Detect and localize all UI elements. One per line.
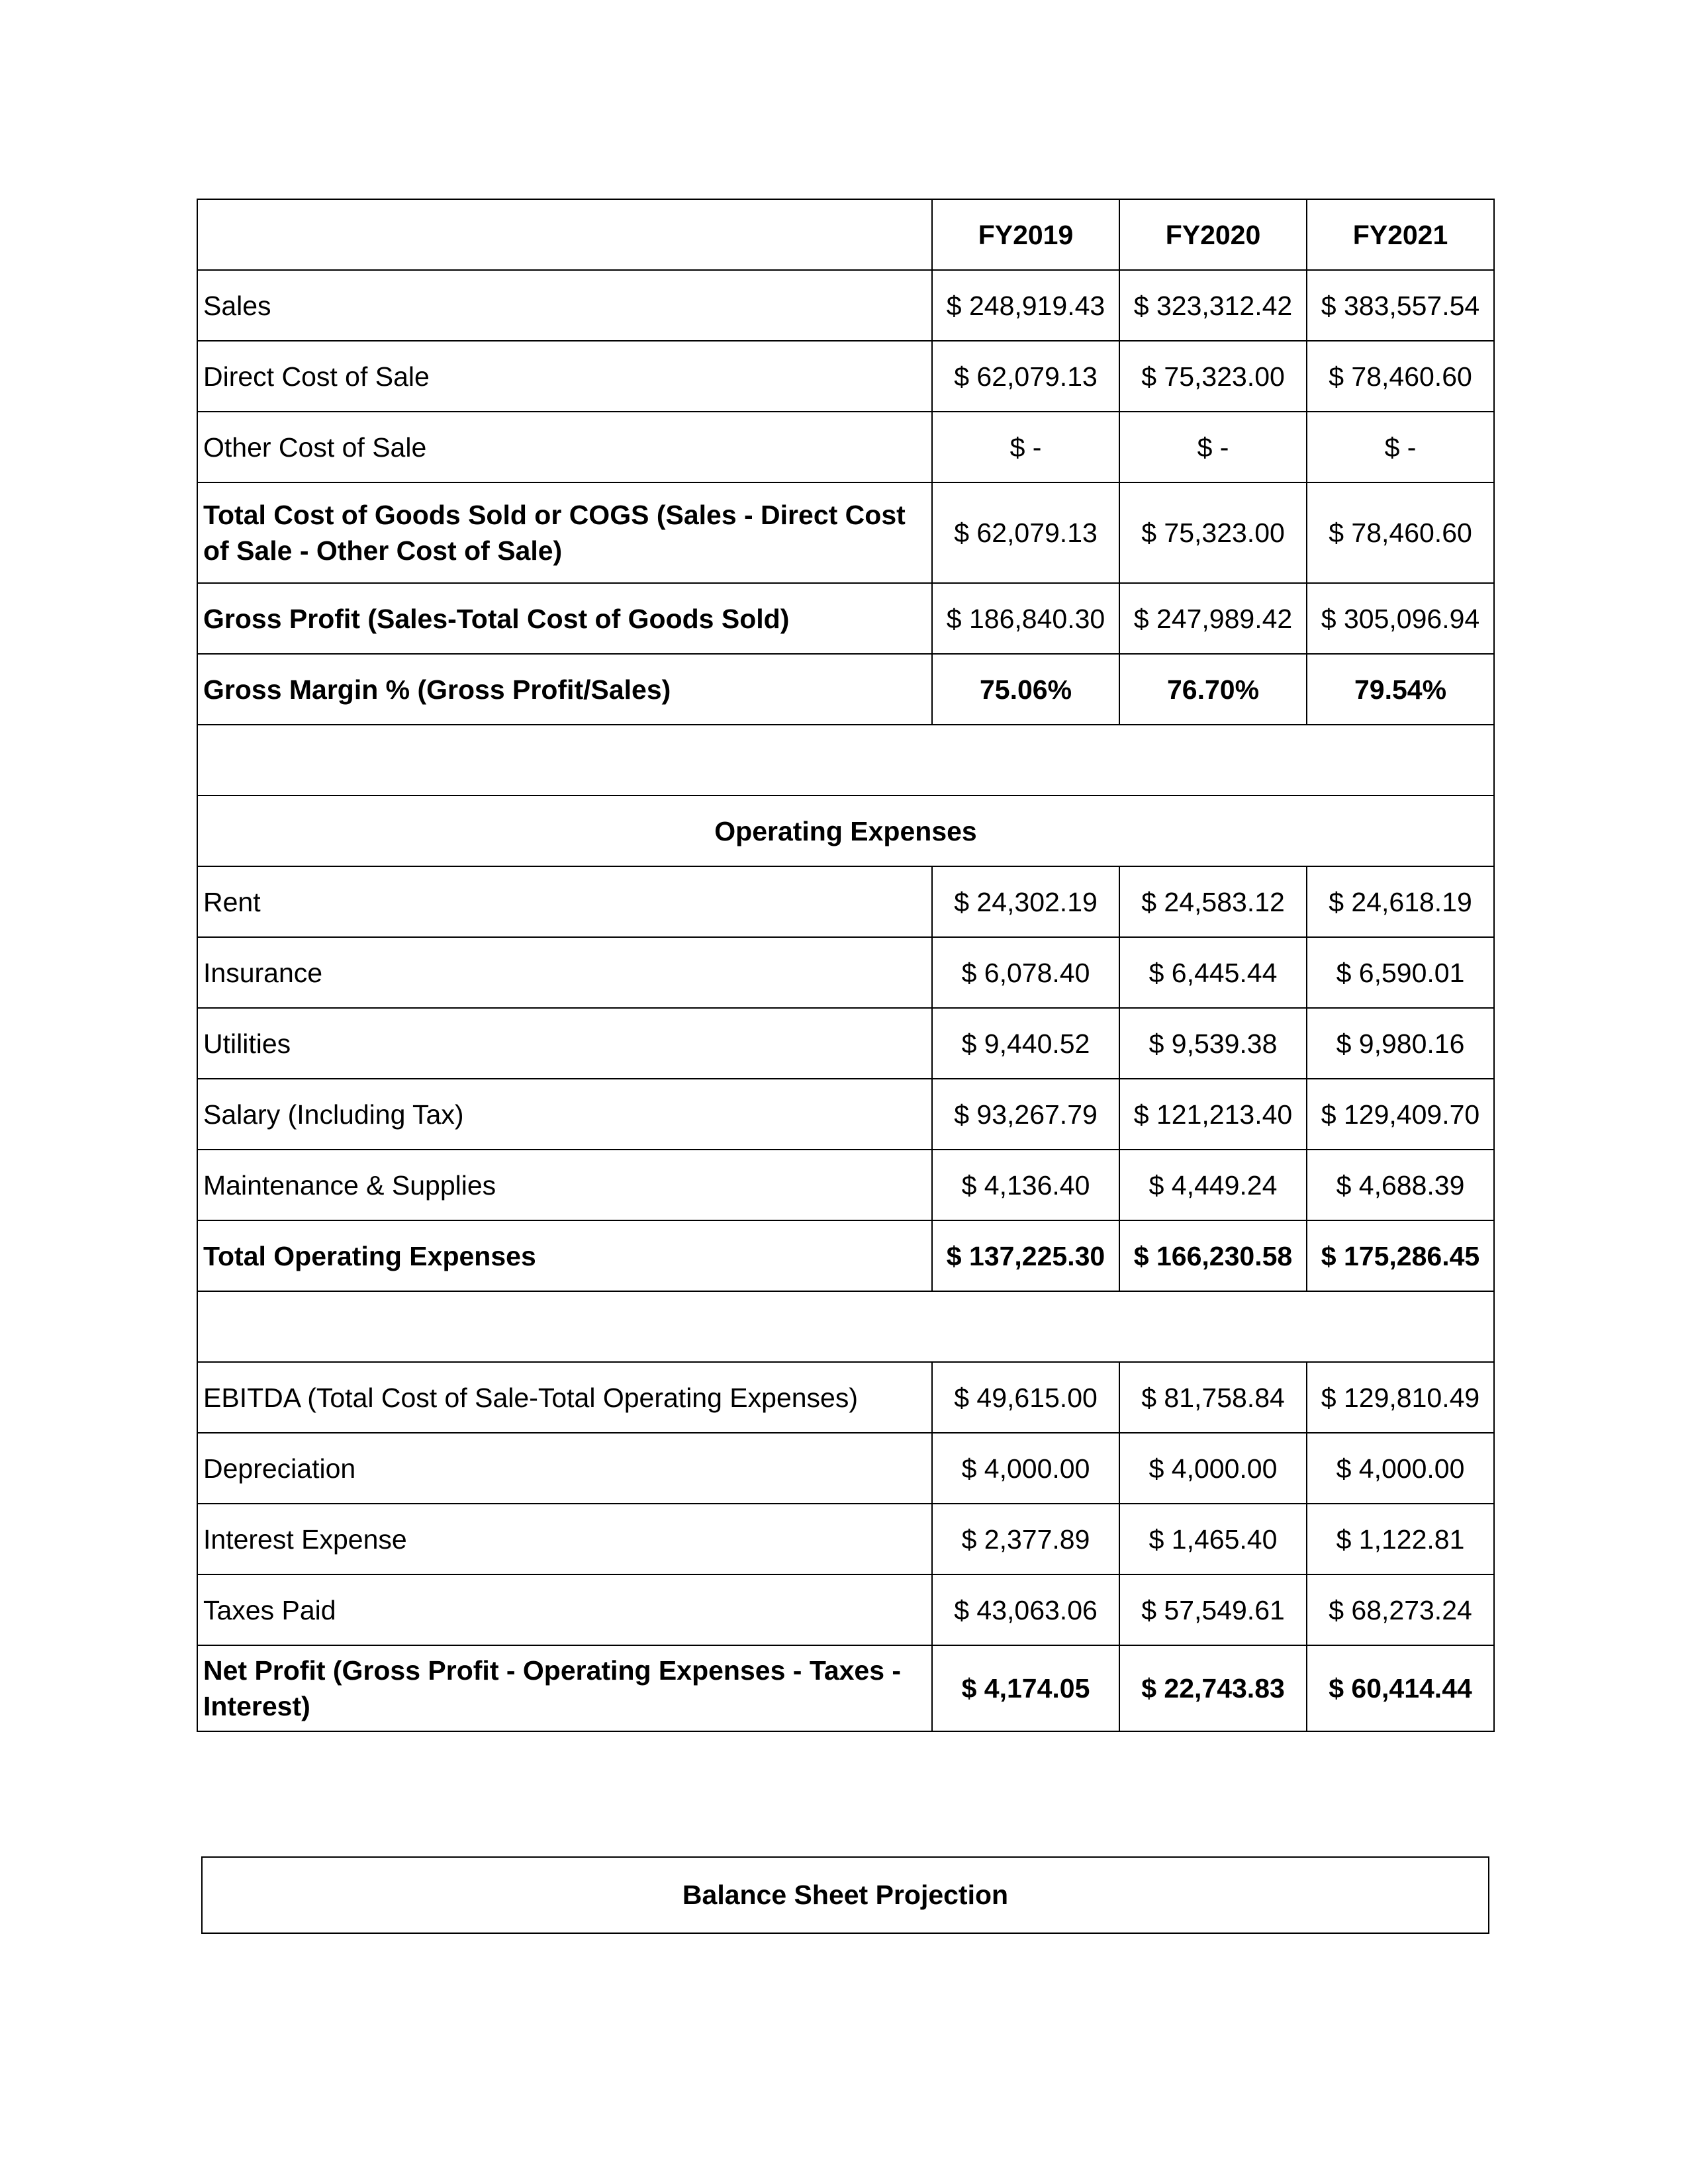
row-value: $ 2,377.89 bbox=[932, 1504, 1119, 1574]
row-value: $ 93,267.79 bbox=[932, 1079, 1119, 1150]
row-value: $ 43,063.06 bbox=[932, 1574, 1119, 1645]
row-label: Total Operating Expenses bbox=[197, 1220, 932, 1291]
row-value: $ 9,539.38 bbox=[1119, 1008, 1307, 1079]
row-value: $ 4,000.00 bbox=[932, 1433, 1119, 1504]
row-label: Direct Cost of Sale bbox=[197, 341, 932, 412]
table-row-salary bbox=[197, 1079, 1494, 1150]
spacer-cell bbox=[197, 725, 1494, 796]
row-value: $ 9,980.16 bbox=[1307, 1008, 1494, 1079]
row-label: Utilities bbox=[197, 1008, 932, 1079]
row-value: $ 22,743.83 bbox=[1119, 1645, 1307, 1731]
row-value: $ 1,465.40 bbox=[1119, 1504, 1307, 1574]
row-value: $ 6,445.44 bbox=[1119, 937, 1307, 1008]
table-row-gross-profit bbox=[197, 583, 1494, 654]
table-row-depreciation bbox=[197, 1433, 1494, 1504]
row-value: $ 4,688.39 bbox=[1307, 1150, 1494, 1220]
spacer-cell bbox=[197, 1291, 1494, 1362]
operating-expenses-heading: Operating Expenses bbox=[197, 796, 1494, 866]
row-label: Taxes Paid bbox=[197, 1574, 932, 1645]
row-value: $ 60,414.44 bbox=[1307, 1645, 1494, 1731]
row-value: $ 186,840.30 bbox=[932, 583, 1119, 654]
header-cell-fy2021: FY2021 bbox=[1307, 199, 1494, 270]
row-label: Insurance bbox=[197, 937, 932, 1008]
row-label: Gross Margin % (Gross Profit/Sales) bbox=[197, 654, 932, 725]
row-value: $ 323,312.42 bbox=[1119, 270, 1307, 341]
row-value: $ 166,230.58 bbox=[1119, 1220, 1307, 1291]
row-value: $ 4,449.24 bbox=[1119, 1150, 1307, 1220]
row-value: $ - bbox=[932, 412, 1119, 482]
table-row-sales bbox=[197, 270, 1494, 341]
balance-sheet-heading-box bbox=[201, 1856, 1489, 1934]
row-value: $ 4,136.40 bbox=[932, 1150, 1119, 1220]
row-value: $ 247,989.42 bbox=[1119, 583, 1307, 654]
row-label: Other Cost of Sale bbox=[197, 412, 932, 482]
row-value: $ 24,583.12 bbox=[1119, 866, 1307, 937]
row-value: $ 248,919.43 bbox=[932, 270, 1119, 341]
row-value: $ - bbox=[1307, 412, 1494, 482]
row-label: Total Cost of Goods Sold or COGS (Sales - Direct Cost of Sale - Other Cost of Sale) bbox=[197, 482, 932, 583]
table-row-total-opex bbox=[197, 1220, 1494, 1291]
row-label: Maintenance & Supplies bbox=[197, 1150, 932, 1220]
row-label: Sales bbox=[197, 270, 932, 341]
row-value: $ 62,079.13 bbox=[932, 341, 1119, 412]
row-label: Salary (Including Tax) bbox=[197, 1079, 932, 1150]
table-row-insurance bbox=[197, 937, 1494, 1008]
row-value: $ 1,122.81 bbox=[1307, 1504, 1494, 1574]
row-value: $ 62,079.13 bbox=[932, 482, 1119, 583]
row-value: $ 6,078.40 bbox=[932, 937, 1119, 1008]
table-row-direct-cost bbox=[197, 341, 1494, 412]
row-value: $ 4,000.00 bbox=[1119, 1433, 1307, 1504]
row-value: $ 75,323.00 bbox=[1119, 482, 1307, 583]
row-label: Rent bbox=[197, 866, 932, 937]
row-label: EBITDA (Total Cost of Sale-Total Operating Expenses) bbox=[197, 1362, 932, 1433]
table-row-maintenance bbox=[197, 1150, 1494, 1220]
table-row-rent bbox=[197, 866, 1494, 937]
row-value: $ 4,000.00 bbox=[1307, 1433, 1494, 1504]
table-spacer-row bbox=[197, 725, 1494, 796]
table-section-row bbox=[197, 796, 1494, 866]
row-label: Net Profit (Gross Profit - Operating Expenses - Taxes - Interest) bbox=[197, 1645, 932, 1731]
row-value: $ 6,590.01 bbox=[1307, 937, 1494, 1008]
row-value: $ 4,174.05 bbox=[932, 1645, 1119, 1731]
row-value: $ 49,615.00 bbox=[932, 1362, 1119, 1433]
row-value: $ 81,758.84 bbox=[1119, 1362, 1307, 1433]
balance-sheet-title: Balance Sheet Projection bbox=[682, 1880, 1009, 1910]
row-value: $ 75,323.00 bbox=[1119, 341, 1307, 412]
table-row-ebitda bbox=[197, 1362, 1494, 1433]
row-value: $ 175,286.45 bbox=[1307, 1220, 1494, 1291]
row-label: Depreciation bbox=[197, 1433, 932, 1504]
table-row-other-cost bbox=[197, 412, 1494, 482]
table-row-gross-margin bbox=[197, 654, 1494, 725]
table-header-row bbox=[197, 199, 1494, 270]
row-value: $ 78,460.60 bbox=[1307, 341, 1494, 412]
table-spacer-row bbox=[197, 1291, 1494, 1362]
row-label: Interest Expense bbox=[197, 1504, 932, 1574]
row-value: $ 305,096.94 bbox=[1307, 583, 1494, 654]
header-cell-empty bbox=[197, 199, 932, 270]
row-value: $ 121,213.40 bbox=[1119, 1079, 1307, 1150]
row-value: $ 129,409.70 bbox=[1307, 1079, 1494, 1150]
profit-loss-table bbox=[197, 199, 1495, 1732]
row-value: 76.70% bbox=[1119, 654, 1307, 725]
table-row-net-profit bbox=[197, 1645, 1494, 1731]
row-label: Gross Profit (Sales-Total Cost of Goods Sold) bbox=[197, 583, 932, 654]
row-value: 75.06% bbox=[932, 654, 1119, 725]
table-row-taxes bbox=[197, 1574, 1494, 1645]
row-value: $ 57,549.61 bbox=[1119, 1574, 1307, 1645]
row-value: $ 68,273.24 bbox=[1307, 1574, 1494, 1645]
row-value: $ 383,557.54 bbox=[1307, 270, 1494, 341]
row-value: $ 9,440.52 bbox=[932, 1008, 1119, 1079]
row-value: $ 78,460.60 bbox=[1307, 482, 1494, 583]
table-row-utilities bbox=[197, 1008, 1494, 1079]
table-row-interest bbox=[197, 1504, 1494, 1574]
row-value: 79.54% bbox=[1307, 654, 1494, 725]
row-value: $ 24,618.19 bbox=[1307, 866, 1494, 937]
row-value: $ 24,302.19 bbox=[932, 866, 1119, 937]
row-value: $ - bbox=[1119, 412, 1307, 482]
row-value: $ 137,225.30 bbox=[932, 1220, 1119, 1291]
header-cell-fy2020: FY2020 bbox=[1119, 199, 1307, 270]
header-cell-fy2019: FY2019 bbox=[932, 199, 1119, 270]
row-value: $ 129,810.49 bbox=[1307, 1362, 1494, 1433]
table-row-total-cogs bbox=[197, 482, 1494, 583]
